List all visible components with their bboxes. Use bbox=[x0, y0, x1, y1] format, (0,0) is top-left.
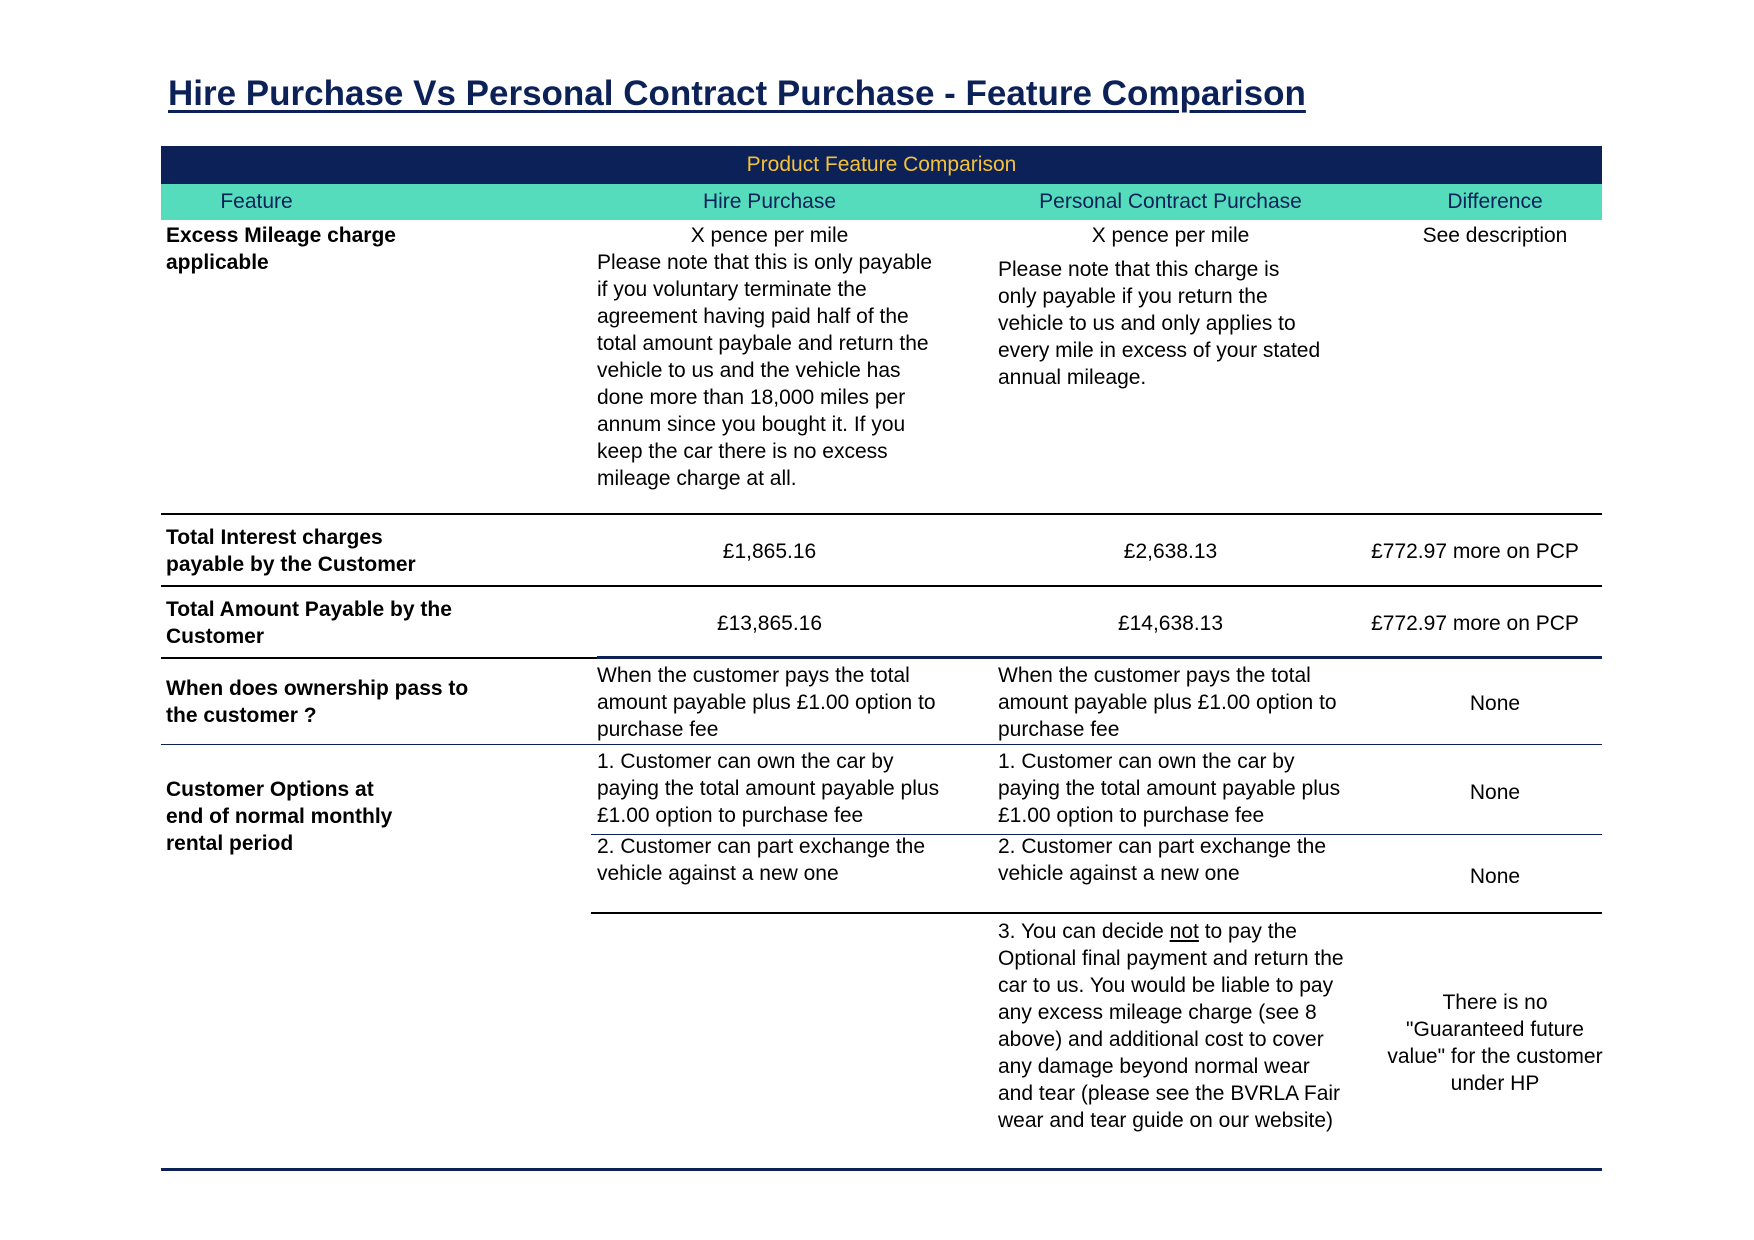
pcp-value-cell: When the customer pays the total amount payable plus £1.00 option to purchase fee bbox=[998, 664, 1337, 741]
difference-cell: £772.97 more on PCP bbox=[1371, 540, 1579, 563]
option-divider bbox=[591, 912, 1602, 914]
row-divider bbox=[161, 744, 1602, 745]
hp-rate-cell: X pence per mile bbox=[690, 224, 849, 247]
feature-cell: When does ownership pass to the customer ? bbox=[166, 677, 469, 727]
row-divider bbox=[161, 513, 1602, 515]
table-bottom-rule bbox=[161, 1168, 1602, 1171]
hp-note-cell: Please note that this is only payable if you voluntary terminate the agreement having paid half of the total amount paybale and return the vehicle to us and the vehicle has done more than 18,000 miles per annum since you bought it. If you keep the car there is no excess mileage charge at all. bbox=[597, 251, 933, 490]
feature-cell: Customer Options at end of normal monthly rental period bbox=[166, 778, 393, 855]
option-3-pcp-text-rest: to pay the Optional final payment and return the car to us. You would be liable to pay any excess mileage charge (see 8 above) and additional cost to cover any damage beyond normal wear and tear (please see the BVRLA Fair wear and tear guide on our website) bbox=[998, 920, 1344, 1132]
feature-cell: Excess Mileage charge applicable bbox=[166, 224, 396, 274]
feature-cell: Total Amount Payable by the Customer bbox=[166, 598, 452, 648]
option-1-pcp-cell: 1. Customer can own the car by paying the total amount payable plus £1.00 option to purchase fee bbox=[998, 750, 1341, 827]
column-header-difference: Difference bbox=[1447, 190, 1543, 213]
option-3-pcp-cell bbox=[998, 918, 1348, 1134]
option-3-pcp-emphasis: not bbox=[1169, 920, 1199, 943]
hp-value-cell: £13,865.16 bbox=[716, 612, 823, 635]
hp-value-cell: When the customer pays the total amount payable plus £1.00 option to purchase fee bbox=[597, 664, 936, 741]
pcp-value-cell: £14,638.13 bbox=[1117, 612, 1224, 635]
difference-cell: £772.97 more on PCP bbox=[1371, 612, 1579, 635]
option-2-difference-cell: None bbox=[1469, 865, 1521, 888]
table-header-row bbox=[161, 184, 1602, 220]
column-header-hire-purchase: Hire Purchase bbox=[702, 190, 837, 213]
option-1-difference-cell: None bbox=[1469, 781, 1521, 804]
page-title: Hire Purchase Vs Personal Contract Purchase - Feature Comparison bbox=[168, 74, 1306, 113]
row-divider bbox=[597, 656, 1602, 659]
option-2-pcp-cell: 2. Customer can part exchange the vehicle against a new one bbox=[998, 835, 1327, 885]
table-banner: Product Feature Comparison bbox=[161, 146, 1602, 184]
row-divider bbox=[161, 585, 1602, 587]
option-3-pcp-text: 3. You can decide bbox=[998, 920, 1170, 943]
feature-cell: Total Interest charges payable by the Customer bbox=[166, 526, 416, 576]
pcp-rate-cell: X pence per mile bbox=[1091, 224, 1250, 247]
difference-cell: None bbox=[1469, 692, 1521, 715]
difference-cell: See description bbox=[1422, 224, 1568, 247]
pcp-note-cell: Please note that this charge is only payable if you return the vehicle to us and only applies to every mile in excess of your stated annual mileage. bbox=[998, 258, 1321, 389]
column-header-feature: Feature bbox=[220, 190, 293, 213]
pcp-value-cell: £2,638.13 bbox=[1123, 540, 1218, 563]
option-3-difference-cell: There is no "Guaranteed future value" for the customer under HP bbox=[1387, 991, 1603, 1095]
row-divider bbox=[161, 657, 597, 659]
hp-value-cell: £1,865.16 bbox=[722, 540, 817, 563]
option-1-hp-cell: 1. Customer can own the car by paying the total amount payable plus £1.00 option to purchase fee bbox=[597, 750, 940, 827]
column-header-pcp: Personal Contract Purchase bbox=[1039, 190, 1302, 213]
option-2-hp-cell: 2. Customer can part exchange the vehicle against a new one bbox=[597, 835, 926, 885]
